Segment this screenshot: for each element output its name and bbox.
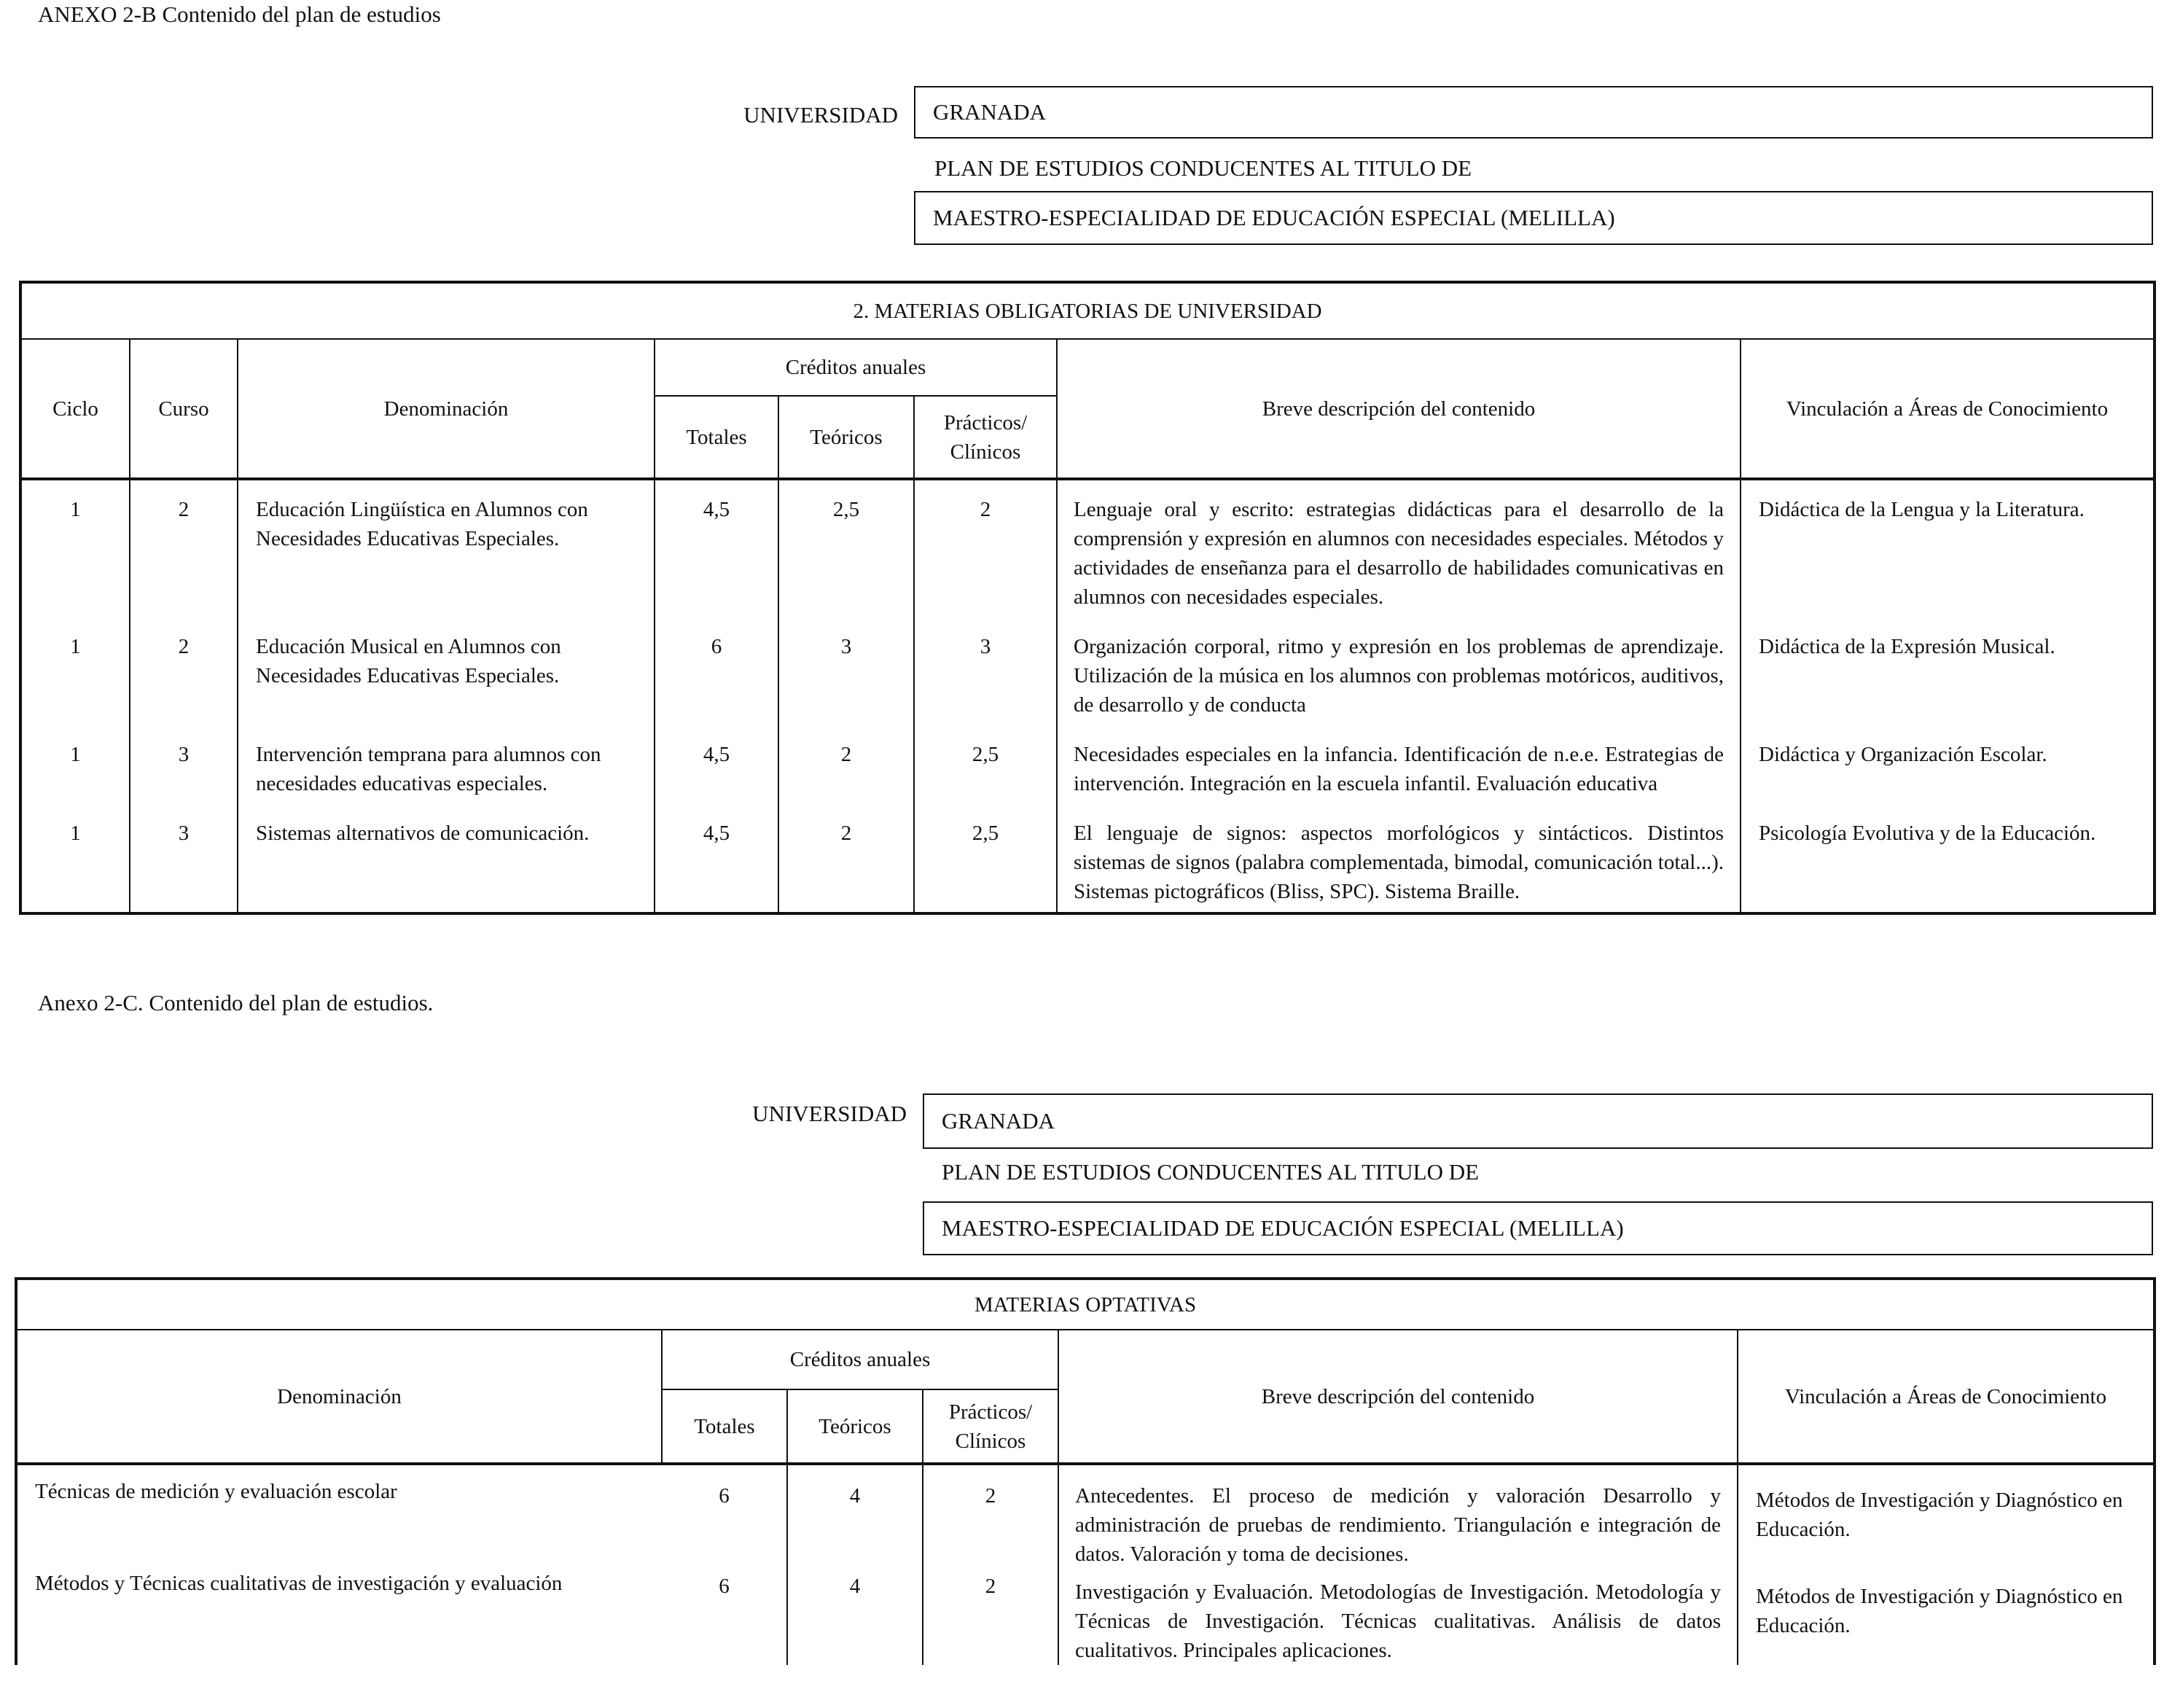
cell-descripcion: Antecedentes. El proceso de medición y valoración Desarrollo y administración de pruebas de rendimiento. Triangulación e integración de datos. Valoración y toma de decisiones. (1058, 1464, 1738, 1569)
cell-denominacion: Educación Musical en Alumnos con Necesidades Educativas Especiales. (238, 632, 655, 740)
col-header-vinculacion: Vinculación a Áreas de Conocimiento (1741, 339, 2155, 479)
university-field (923, 1093, 2153, 1149)
col-header-denominacion: Denominación (238, 339, 655, 479)
table-title: MATERIAS OPTATIVAS (16, 1279, 2155, 1330)
col-header-descripcion: Breve descripción del contenido (1057, 339, 1741, 479)
cell-practicos: 2 (923, 1569, 1058, 1665)
cell-vinculacion: Psicología Evolutiva y de la Educación. (1741, 819, 2155, 913)
plan-title-field (923, 1201, 2153, 1255)
cell-denominacion: Sistemas alternativos de comunicación. (238, 819, 655, 913)
university-value: GRANADA (942, 1108, 1055, 1134)
table-title: 2. MATERIAS OBLIGATORIAS DE UNIVERSIDAD (20, 282, 2155, 339)
col-header-denominacion: Denominación (16, 1330, 662, 1464)
table-row (20, 819, 2155, 913)
university-label: UNIVERSIDAD (752, 1101, 907, 1126)
university-value: GRANADA (933, 99, 1046, 125)
cell-curso: 2 (130, 479, 238, 632)
col-header-curso: Curso (130, 339, 238, 479)
col-header-vinculacion: Vinculación a Áreas de Conocimiento (1738, 1330, 2155, 1464)
cell-denominacion: Técnicas de medición y evaluación escolar (16, 1464, 662, 1569)
table-row (16, 1569, 2155, 1665)
cell-vinculacion: Didáctica y Organización Escolar. (1741, 740, 2155, 819)
col-header-creditos: Créditos anuales (655, 339, 1057, 396)
cell-descripcion: Necesidades especiales en la infancia. Identificación de n.e.e. Estrategias de intervención. Integración en la escuela infantil. Evaluación educativa (1057, 740, 1741, 819)
cell-descripcion: Lenguaje oral y escrito: estrategias didácticas para el desarrollo de la comprensión y expresión en alumnos con necesidades especiales. Métodos y actividades de enseñanza para el desarrollo de habilidades comunicativas en alumnos con necesidades especiales. (1057, 479, 1741, 632)
cell-teoricos: 3 (778, 632, 914, 740)
table-row (16, 1464, 2155, 1569)
cell-teoricos: 2 (778, 740, 914, 819)
cell-curso: 3 (130, 740, 238, 819)
cell-totales: 4,5 (655, 479, 778, 632)
plan-title-field (914, 191, 2153, 245)
cell-denominacion: Intervención temprana para alumnos con necesidades educativas especiales. (238, 740, 655, 819)
cell-denominacion: Métodos y Técnicas cualitativas de investigación y evaluación (16, 1569, 662, 1665)
annex-2c-heading: Anexo 2-C. Contenido del plan de estudios. (38, 990, 434, 1015)
col-header-creditos: Créditos anuales (662, 1330, 1058, 1389)
cell-practicos: 2,5 (914, 819, 1057, 913)
plan-title-value: MAESTRO-ESPECIALIDAD DE EDUCACIÓN ESPECIAL (MELILLA) (942, 1215, 1624, 1241)
university-field (914, 86, 2153, 139)
cell-practicos: 3 (914, 632, 1057, 740)
plan-label: PLAN DE ESTUDIOS CONDUCENTES AL TITULO DE (934, 155, 1472, 181)
col-header-practicos: Prácticos/ Clínicos (923, 1389, 1058, 1464)
cell-teoricos: 2 (778, 819, 914, 913)
col-header-teoricos: Teóricos (778, 396, 914, 479)
cell-practicos: 2 (914, 479, 1057, 632)
plan-label: PLAN DE ESTUDIOS CONDUCENTES AL TITULO DE (942, 1159, 1480, 1185)
cell-descripcion: Organización corporal, ritmo y expresión en los problemas de aprendizaje. Utilización de la música en los alumnos con problemas motóricos, auditivos, de desarrollo y de conducta (1057, 632, 1741, 740)
col-header-descripcion: Breve descripción del contenido (1058, 1330, 1738, 1464)
cell-practicos: 2,5 (914, 740, 1057, 819)
cell-curso: 3 (130, 819, 238, 913)
cell-practicos: 2 (923, 1464, 1058, 1569)
col-header-teoricos: Teóricos (787, 1389, 923, 1464)
cell-vinculacion: Didáctica de la Lengua y la Literatura. (1741, 479, 2155, 632)
col-header-totales: Totales (662, 1389, 787, 1464)
cell-descripcion: Investigación y Evaluación. Metodologías de Investigación. Metodología y Técnicas de Investigación. Técnicas cualitativas. Análisis de datos cualitativos. Principales aplicaciones. (1058, 1569, 1738, 1665)
table-row (20, 632, 2155, 740)
cell-totales: 6 (655, 632, 778, 740)
cell-teoricos: 4 (787, 1569, 923, 1665)
col-header-practicos: Prácticos/ Clínicos (914, 396, 1057, 479)
annex-2b-heading: ANEXO 2-B Contenido del plan de estudios (38, 1, 441, 27)
cell-ciclo: 1 (20, 740, 130, 819)
cell-denominacion: Educación Lingüística en Alumnos con Necesidades Educativas Especiales. (238, 479, 655, 632)
cell-ciclo: 1 (20, 479, 130, 632)
cell-vinculacion: Didáctica de la Expresión Musical. (1741, 632, 2155, 740)
cell-vinculacion: Métodos de Investigación y Diagnóstico en Educación. (1738, 1464, 2155, 1569)
col-header-ciclo: Ciclo (20, 339, 130, 479)
cell-vinculacion: Métodos de Investigación y Diagnóstico en Educación. (1738, 1569, 2155, 1665)
cell-teoricos: 4 (787, 1464, 923, 1569)
cell-totales: 6 (662, 1464, 787, 1569)
obligatory-subjects-table (19, 281, 2156, 915)
optional-subjects-table (15, 1277, 2156, 1665)
cell-totales: 4,5 (655, 740, 778, 819)
university-label: UNIVERSIDAD (743, 102, 898, 128)
table-row (20, 479, 2155, 632)
col-header-totales: Totales (655, 396, 778, 479)
cell-ciclo: 1 (20, 819, 130, 913)
cell-totales: 6 (662, 1569, 787, 1665)
table-row (20, 740, 2155, 819)
cell-teoricos: 2,5 (778, 479, 914, 632)
cell-totales: 4,5 (655, 819, 778, 913)
plan-title-value: MAESTRO-ESPECIALIDAD DE EDUCACIÓN ESPECIAL (MELILLA) (933, 205, 1615, 230)
cell-ciclo: 1 (20, 632, 130, 740)
cell-descripcion: El lenguaje de signos: aspectos morfológicos y sintácticos. Distintos sistemas de signos (palabra complementada, bimodal, comunicación total...). Sistemas pictográficos (Bliss, SPC). Sistema Braille. (1057, 819, 1741, 913)
cell-curso: 2 (130, 632, 238, 740)
